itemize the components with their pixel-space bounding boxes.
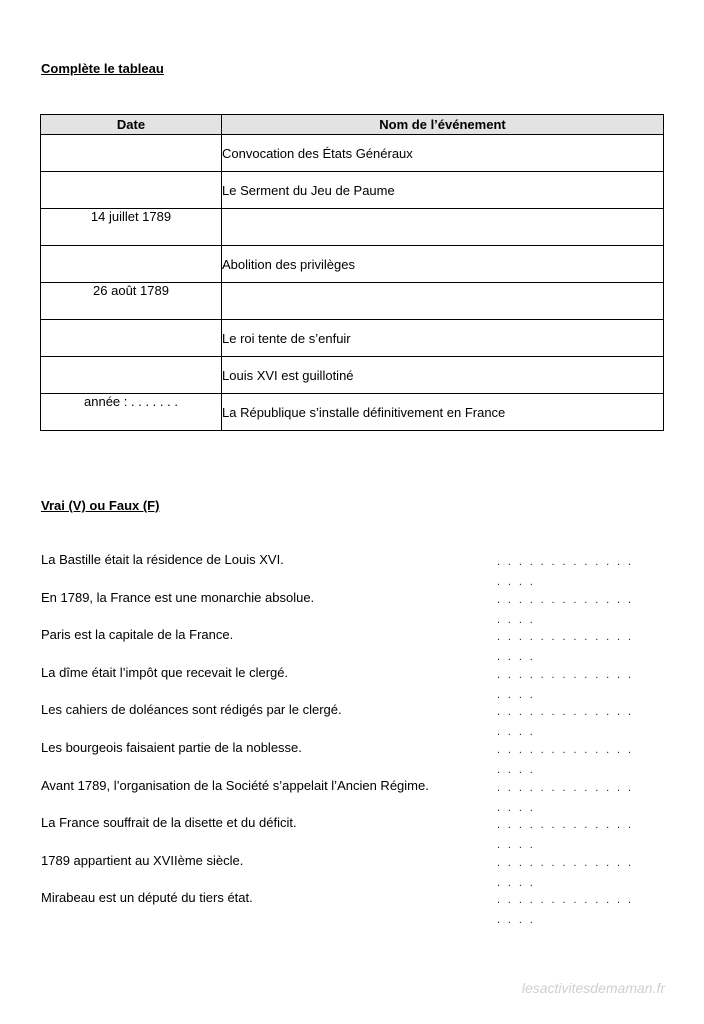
table-row: [41, 172, 664, 209]
statement-item: [41, 886, 641, 927]
statement-text: En 1789, la France est une monarchie absolue.: [41, 589, 315, 605]
table-header-row: [41, 115, 664, 135]
event-answer-cell[interactable]: [222, 209, 664, 246]
answer-blank[interactable]: . . . . . . . . . . . . . . . . .: [497, 556, 634, 588]
event-cell: Abolition des privilèges: [222, 246, 664, 283]
statement-text: Mirabeau est un député du tiers état.: [41, 890, 253, 906]
answer-blank[interactable]: . . . . . . . . . . . . . . . . .: [497, 706, 634, 739]
answer-blank[interactable]: . . . . . . . . . . . . . . . . .: [497, 743, 634, 776]
statement-item: [41, 548, 641, 586]
true-false-section-title: Vrai (V) ou Faux (F): [41, 498, 160, 513]
answer-blank[interactable]: . . . . . . . . . . . . . . . . .: [497, 668, 634, 701]
answer-blank[interactable]: . . . . . . . . . . . . . . . . .: [497, 894, 634, 927]
watermark: lesactivitesdemaman.fr: [521, 980, 665, 996]
table-row: [41, 283, 664, 320]
events-table: [40, 114, 664, 431]
date-answer-cell[interactable]: [41, 320, 222, 357]
answer-blank[interactable]: . . . . . . . . . . . . . . . . .: [497, 593, 634, 626]
table-row: [41, 209, 664, 246]
date-column-header: Date: [41, 115, 222, 135]
statement-item: [41, 811, 641, 852]
statement-text: Paris est la capitale de la France.: [41, 627, 234, 643]
table-row: [41, 135, 664, 172]
statement-text: La France souffrait de la disette et du déficit.: [41, 815, 297, 831]
statement-item: [41, 736, 641, 774]
event-answer-cell[interactable]: [222, 283, 664, 320]
statement-item: [41, 586, 641, 624]
date-cell: 14 juillet 1789: [41, 209, 222, 246]
statement-item: [41, 661, 641, 699]
statement-text: Les bourgeois faisaient partie de la noblesse.: [41, 739, 302, 755]
statement-item: [41, 849, 641, 887]
table-row: [41, 320, 664, 357]
table-row: [41, 357, 664, 394]
date-answer-cell[interactable]: [41, 172, 222, 209]
answer-blank[interactable]: . . . . . . . . . . . . . . . . .: [497, 856, 634, 889]
event-cell: Louis XVI est guillotiné: [222, 357, 664, 394]
statement-text: Avant 1789, l’organisation de la Société s’appelait l’Ancien Régime.: [41, 777, 429, 793]
date-answer-cell[interactable]: [41, 357, 222, 394]
answer-blank[interactable]: . . . . . . . . . . . . . . . . .: [497, 631, 634, 664]
event-column-header: Nom de l’événement: [222, 115, 664, 135]
statement-text: 1789 appartient au XVIIème siècle.: [41, 852, 244, 868]
statement-text: La Bastille était la résidence de Louis XVI.: [41, 552, 284, 567]
date-answer-cell[interactable]: [41, 246, 222, 283]
statement-item: [41, 698, 641, 739]
statement-text: La dîme était l’impôt que recevait le clergé.: [41, 664, 289, 680]
event-cell: Convocation des États Généraux: [222, 135, 664, 172]
event-cell: Le roi tente de s’enfuir: [222, 320, 664, 357]
answer-blank[interactable]: . . . . . . . . . . . . . . . . .: [497, 819, 634, 852]
date-cell: 26 août 1789: [41, 283, 222, 320]
date-cell[interactable]: année : . . . . . . .: [41, 394, 222, 431]
statement-item: [41, 623, 641, 664]
table-section-title: Complète le tableau: [41, 61, 164, 76]
date-answer-cell[interactable]: [41, 135, 222, 172]
answer-blank[interactable]: . . . . . . . . . . . . . . . . .: [497, 781, 634, 814]
statement-item: [41, 774, 641, 812]
statement-text: Les cahiers de doléances sont rédigés par le clergé.: [41, 702, 342, 718]
true-false-list: [41, 548, 641, 927]
table-row: [41, 394, 664, 431]
event-cell: Le Serment du Jeu de Paume: [222, 172, 664, 209]
table-row: [41, 246, 664, 283]
event-cell: La République s’installe définitivement en France: [222, 394, 664, 431]
